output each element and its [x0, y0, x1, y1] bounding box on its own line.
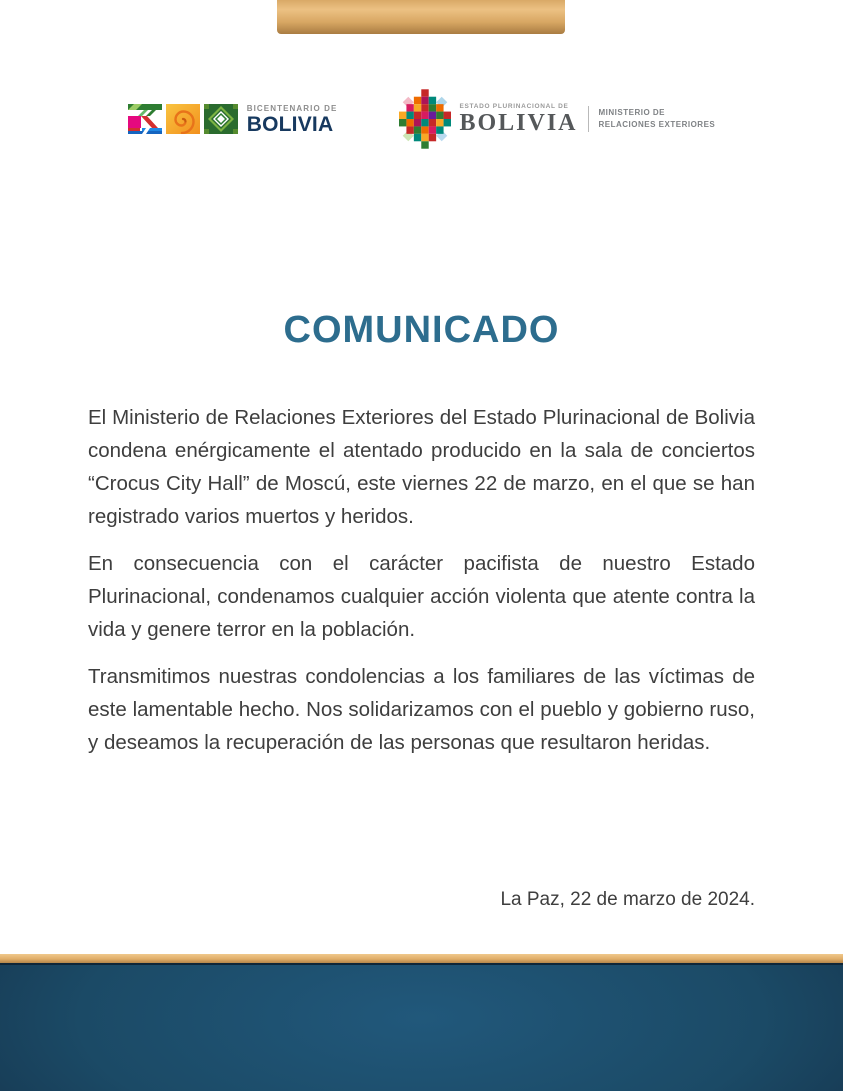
logo-divider	[588, 106, 589, 132]
bicentenario-label-top: BICENTENARIO DE	[246, 103, 338, 113]
logos-header	[0, 88, 843, 150]
paragraph-1: El Ministerio de Relaciones Exteriores del Estado Plurinacional de Bolivia condena enérgicamente el atentado producido en la sala de conciertos “Crocus City Hall” de Moscú, este viernes 22 de marzo, en el que se han registrado varios muertos y heridos.	[88, 406, 755, 528]
ministry-name	[599, 107, 716, 131]
bicentenario-wordmark	[247, 104, 338, 135]
estado-plurinacional-label: ESTADO PLURINACIONAL DE	[459, 103, 569, 110]
stripes-tile-icon	[128, 104, 162, 134]
ministry-wordmark	[459, 103, 577, 135]
bicentenario-logo	[128, 104, 338, 135]
communique-body	[88, 401, 755, 773]
gold-tab-decoration	[277, 0, 565, 34]
paragraph-2: En consecuencia con el carácter pacifista de nuestro Estado Plurinacional, condenamos cualquier acción violenta que atente contra la vida y genere terror en la población.	[88, 552, 755, 641]
bicentenario-label-bottom: BOLIVIA	[246, 112, 334, 136]
dateline: La Paz, 22 de marzo de 2024.	[500, 889, 755, 910]
ministry-name-line2: RELACIONES EXTERIORES	[598, 120, 716, 129]
bolivia-label: BOLIVIA	[459, 110, 578, 136]
footer-navy-band	[0, 963, 843, 1091]
ministry-name-line1: MINISTERIO DE	[598, 108, 666, 117]
bicentenario-tiles	[128, 104, 238, 134]
chakana-icon	[399, 88, 451, 150]
spiral-tile-icon	[166, 104, 200, 134]
footer-gold-stripe	[0, 954, 843, 963]
page-title: COMUNICADO	[283, 309, 560, 351]
paragraph-3: Transmitimos nuestras condolencias a los familiares de las víctimas de este lamentable hecho. Nos solidarizamos con el pueblo y gobierno ruso, y deseamos la recuperación de las personas que resultaron heridas.	[88, 665, 755, 754]
diamond-tile-icon	[204, 104, 238, 134]
ministry-logo	[399, 88, 715, 150]
